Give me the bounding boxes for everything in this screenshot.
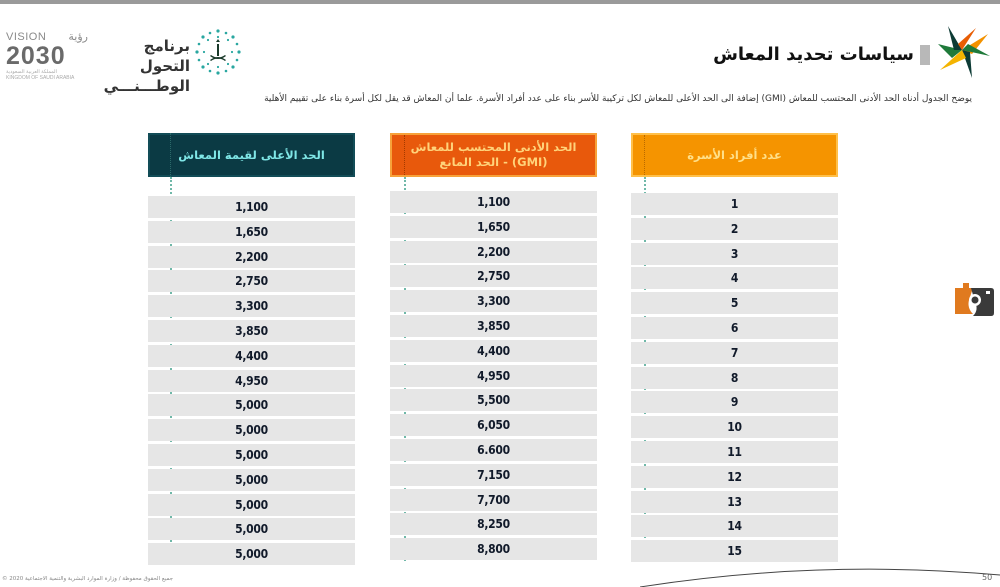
max-pension-table — [148, 133, 355, 562]
top-border — [0, 0, 1000, 4]
table-row: 14 — [631, 515, 838, 537]
page-title-group — [713, 44, 930, 65]
table-row: 4,400 — [148, 345, 355, 367]
footer-curve-decoration — [640, 565, 1000, 587]
table-row: 13 — [631, 491, 838, 513]
table-row: 3 — [631, 243, 838, 265]
vision-subtitle-ar: المملكة العربية السعودية — [6, 69, 57, 75]
table-row: 5,000 — [148, 419, 355, 441]
vision-2030-logo — [6, 30, 88, 86]
table-row: 5,500 — [390, 389, 597, 411]
header-divider — [170, 133, 171, 177]
table-row: 5,000 — [148, 494, 355, 516]
family-size-header — [631, 133, 838, 177]
table-row: 5,000 — [148, 444, 355, 466]
page-title: سياسات تحديد المعاش — [713, 44, 914, 65]
table-row: 15 — [631, 540, 838, 562]
table-row: 5,000 — [148, 394, 355, 416]
table-row: 5,000 — [148, 543, 355, 565]
table-row: 3,300 — [390, 290, 597, 312]
table-row: 12 — [631, 466, 838, 488]
min-pension-table — [390, 133, 597, 557]
max-pension-header-label: الحد الأعلى لقيمة المعاش — [178, 147, 325, 162]
table-row: 6 — [631, 317, 838, 339]
table-row: 7 — [631, 342, 838, 364]
table-row: 5 — [631, 292, 838, 314]
family-size-table — [631, 133, 838, 559]
table-row: 5,000 — [148, 518, 355, 540]
table-row: 7,150 — [390, 464, 597, 486]
table-row: 2 — [631, 218, 838, 240]
table-row: 1,100 — [390, 191, 597, 213]
table-row: 3,850 — [390, 315, 597, 337]
vision-subtitle-en: KINGDOM OF SAUDI ARABIA — [6, 75, 75, 81]
table-row: 6,050 — [390, 414, 597, 436]
program-logo-text — [104, 36, 190, 96]
header-divider — [644, 135, 645, 175]
program-line-1: برنامج التحول — [139, 37, 190, 75]
table-row: 2,750 — [390, 265, 597, 287]
table-row: 1,650 — [390, 216, 597, 238]
table-row: 11 — [631, 441, 838, 463]
max-pension-header — [148, 133, 355, 177]
intro-paragraph: يوضح الجدول أدناه الحد الأدنى المحتسب للمعاش (GMI) إضافة الى الحد الأعلى للمعاش لكل تركيبة للأسر بناء على عدد أفراد الأسرة. علما أن المعاش قد يقل لكل أسرة بناء على تقييم الأهلية — [264, 94, 972, 104]
table-row: 3,850 — [148, 320, 355, 342]
header-divider — [404, 135, 405, 175]
program-line-2: الوطـــنـــي — [103, 77, 190, 95]
vision-label-ar: رؤية — [68, 31, 88, 43]
table-row: 8,800 — [390, 538, 597, 560]
table-row: 7,700 — [390, 489, 597, 511]
camera-icon — [953, 278, 995, 318]
table-row: 9 — [631, 391, 838, 413]
min-pension-rows — [390, 191, 597, 563]
page-number: 50 — [982, 573, 993, 582]
table-row: 4,400 — [390, 340, 597, 362]
table-row: 4,950 — [148, 370, 355, 392]
table-row: 4,950 — [390, 365, 597, 387]
table-row: 1 — [631, 193, 838, 215]
vision-label-en: VISION — [6, 30, 47, 43]
family-size-rows — [631, 193, 838, 565]
ministry-logo-icon — [932, 22, 994, 82]
min-pension-header — [390, 133, 597, 177]
min-pension-header-label: الحد الأدنى المحتسب للمعاش (GMI) - الحد المانع — [410, 140, 577, 169]
table-row: 5,000 — [148, 469, 355, 491]
max-pension-rows — [148, 196, 355, 568]
table-row: 2,200 — [148, 246, 355, 268]
table-row: 1,650 — [148, 221, 355, 243]
saudi-emblem-icon — [194, 28, 242, 76]
table-row: 2,200 — [390, 241, 597, 263]
copyright-note: جميع الحقوق محفوظة / وزارة الموارد البشرية والتنمية الاجتماعية 2020 © — [2, 576, 174, 582]
vision-year: 2030 — [6, 42, 66, 70]
table-row: 8,250 — [390, 513, 597, 535]
table-row: 3,300 — [148, 295, 355, 317]
table-row: 4 — [631, 267, 838, 289]
table-row: 1,100 — [148, 196, 355, 218]
title-marker — [920, 45, 930, 65]
table-row: 6.600 — [390, 439, 597, 461]
table-row: 2,750 — [148, 270, 355, 292]
family-size-header-label: عدد أفراد الأسرة — [687, 147, 782, 162]
table-row: 10 — [631, 416, 838, 438]
table-row: 8 — [631, 367, 838, 389]
